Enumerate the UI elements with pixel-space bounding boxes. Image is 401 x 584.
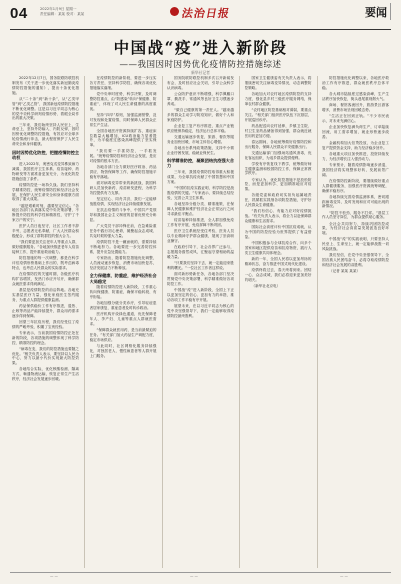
paragraph: 企业加快恢复满负荷生产，订单陆续回流，用工需求增加，就业形势逐步改善。 (322, 124, 389, 139)
paragraph: “做自己健康的第一责任人。”越来越多的群众主动学习防疫知识，做好个人和家庭防护。 (167, 107, 234, 122)
paragraph: “只要我们坚持下去，就一定能迎来胜利的曙光。”一位社区工作者这样说。 (167, 260, 234, 270)
paragraph: 交通运输部门加强场站通风消毒，优化客运组织，为返乡群众提供便利。 (244, 150, 312, 160)
paragraph: 回望三年抗疫历程，我们经受住了疫情的严峻考验，积累了宝贵经验。 (12, 319, 79, 329)
article-headline: 中国战“疫”进入新阶段 (113, 38, 288, 57)
paragraph: 各级党委和政府切实担负起属地责任，抓紧抓实抓细各项防控措施，守护好人民群众生命健康。 (244, 193, 312, 208)
paragraph: 专家指出，随着防控措施优化调整，人员流动逐步恢复，消费市场加快复苏，经济发展活力不断释放。 (89, 255, 157, 270)
section-heading: 全力保健康、防重症，维护经济社会大局稳定 (89, 273, 157, 284)
paragraph: 商场、餐馆客流回升，旅游景区游客增多，消费市场呈现回暖态势。 (322, 102, 389, 112)
paragraph: “我们有信心、有能力应对好疫情挑战。”有关负责人表示，将全力以赴保障群众健康和生活需求。 (244, 209, 312, 224)
article-column (12, 76, 79, 568)
article-byline: 新华社记者 (191, 70, 210, 75)
paragraph: “农村地区防控基础相对薄弱，要重点关注。”相关部门组织医疗队伍下沉基层，开展巡回诊疗。 (244, 107, 312, 122)
paragraph: 春运期间，各地统筹做好疫情防控和出行服务，保障人民群众平安健康出行。 (244, 139, 312, 149)
paragraph: 药品配送向农村延伸，乡镇卫生院、村卫生室药品储备得到加强，群众就近就医用药更加方便。 (244, 123, 312, 138)
paragraph: 各地重大项目加快推进，投资持续发力，为经济增长注入强劲动力。 (322, 151, 389, 161)
paragraph: 新的一年，全国人民将以更加昂扬的精神状态，奋力推进中国式现代化建设。 (244, 257, 312, 266)
paragraph: （记者 某某 某某） (329, 269, 361, 274)
paragraph: 全国各地医疗资源持续扩容，重症床位数量大幅增加，ICU救治能力显著提升，为平稳度过感染高峰提供了坚实保障。 (89, 128, 157, 148)
page-number: 04 (10, 5, 28, 22)
paragraph: 坚持“四早”原则，加强监测预警，及时发现和处置疫情，同时保障人民群众正常生产生活。 (89, 112, 157, 127)
paragraph: 企业复工复产有序推进，重点产业链供应链保持稳定，经济运行总体平稳。 (167, 123, 234, 133)
paragraph: 疫情防控是一场持久战。我们坚持科学精准防控，统筹疫情防控和经济社会发展，在保护人民生命安全和身体健康方面取得了重大成果。 (12, 182, 79, 202)
paragraph: 各地坚持分级分类、精准施策，在保障人民健康和维护经济社会正常运行之间寻求最佳平衡点。 (167, 202, 234, 216)
paragraph: “中国的抗疫实践证明，科学防控是战胜疫情的关键。”专家表示，要持续总结经验，完善公共卫生体系。 (167, 186, 234, 201)
paragraph: “越是艰难时刻，越要坚定信心。”各地区各部门认真落实党中央决策部署，不断提升防控的科学性和精准性，守护了千家万户的安宁。 (12, 203, 79, 223)
paragraph: 面对病毒变异带来的新挑战，我国科研人员加快新药、疫苗研发进程，为科学防控提供有力支撑。 (89, 181, 157, 196)
paragraph: 广大党员干部冲锋在前，在急难险重任务中践行初心使命，凝聚起众志成城、共克时艰的强大力量。 (89, 224, 157, 238)
paragraph: 国家卫生健康委有关负责人表示，将继续密切关注病毒变异情况，动态调整防控策略。 (244, 76, 312, 90)
paragraph: 防控措施优化调整以来，各地医疗救治工作有序推进，群众就医秩序总体平稳。 (322, 76, 389, 90)
footer-mark-center: — — (190, 574, 198, 578)
article-subhead: ——我国因时因势优化疫情防控措施综述 (119, 60, 282, 70)
masthead: 法治日报 (180, 7, 232, 20)
paragraph: 医疗机构开设绿色通道，优先保障老年人、孕产妇、儿童等重点人群就医需求。 (89, 312, 157, 327)
paragraph: 国际社会高度评价中国抗疫成就，认为中国的防控经验为世界提供了有益借鉴。 (244, 225, 312, 240)
article-column (322, 76, 389, 568)
paragraph: 与此同时，社区网格化服务持续强化，对独居老人、慢性病患者等人群开展上门服务。 (89, 344, 157, 358)
paragraph: 专家表示，当前我国疫情防控正处在新的阶段，各项措施的调整体现了科学防控、精准防控的理念。 (12, 330, 79, 345)
article-column (167, 76, 234, 568)
article-column (90, 76, 157, 568)
section-divider (390, 3, 391, 20)
paragraph: 从“二十条”到“新十条”，从“乙类甲管”到“乙类乙管”，我国新冠疫情防控措施不断优化调整。这是以习近平同志为核心的党中央科学研判疫情形势、着眼全局作出的重大决策。 (12, 96, 79, 121)
paragraph: 全社会共同努力，持续巩固防控成果，为经济社会高质量发展创造良好环境。 (322, 221, 389, 236)
page-header (10, 3, 391, 29)
paragraph: 2022年12月7日，国务院联防联控机制发布《关于进一步优化落实新冠肺炎疫情防控措施的通知》，提出十条优化措施。 (12, 76, 79, 95)
article-column (245, 76, 312, 568)
paragraph: 各地各部门全力做好医疗救治、药品供应、物资保障等工作，确保防控措施平稳有序落地。 (89, 165, 157, 180)
paragraph: （新华社北京电） (251, 283, 281, 288)
paragraph: 面对新形势新任务，各地各部门坚决贯彻党中央决策部署，科学精准做好各项防控工作。 (167, 271, 234, 286)
paragraph: 进入2022年，奥密克戎变异株致病力减弱，我国医疗卫生体系、疫苗接种、药物研发等方面准备更加充分，为优化防控措施创造了条件。 (12, 161, 79, 181)
paragraph: 专家预计，随着疫情影响逐步消退，我国经济将实现整体好转，发展前景广阔。 (322, 162, 389, 177)
paragraph: 各地出台系列政策措施，支持中小微企业纾困发展，稳就业保民生。 (167, 145, 234, 155)
paragraph: 药品保供稳价工作有序推进，退热、止咳等药品产能持续提升，群众用药需求逐步得到保障。 (12, 303, 79, 318)
paragraph: 在疫情防控新阶段，要继续做好重点人群健康服务，加强医疗资源统筹调配，确保平稳有序。 (322, 178, 389, 193)
paragraph: 我们坚信，在党中央坚强领导下，全国各族人民团结奋斗，必将夺取疫情防控和经济社会发展的双胜利。 (322, 253, 389, 268)
section-heading: 因时因势优化防控，把握疫情防控主动权 (12, 149, 79, 160)
footer-mark-left: — — (50, 574, 58, 578)
paragraph: 学校有序恢复线下教学，统筹做好师生健康监测和校园防控工作，保障正常教学秩序。 (244, 161, 312, 176)
paragraph: 专家认为，优化防控措施不是放松防控，而是更加科学、更加精准地应对疫情。 (244, 177, 312, 192)
paragraph: 在疫情防控的新阶段，要进一步压实各方责任，坚持科学防控，确保各项优化措施落实落细。 (89, 76, 157, 90)
issue-meta (40, 7, 120, 17)
page-footer (10, 572, 391, 580)
paragraph: “生活正在回到正轨。”不少市民表示，对未来充满信心。 (322, 113, 389, 123)
paragraph: 中国战“疫”的实践表明，只要坚持人民至上、生命至上，就一定能够战胜一切风险挑战。 (322, 237, 389, 252)
paragraph: 在抗击疫情的斗争中，中国共产党领导和我国社会主义制度的显著优势充分彰显。 (89, 208, 157, 222)
paragraph: “我们要更加关注老年人等重点人群，做好健康服务。”各地加快推进老年人疫苗接种工作，提升重症救治能力。 (12, 240, 79, 255)
paragraph: 随着疫情防控进入新阶段，工作重心转向保健康、防重症，确保平稳转段、有序衔接。 (89, 285, 157, 300)
paragraph: 疫情终将过去，春天终将到来。团结一心、众志成城，我们必将迎来更加美好的明天。 (244, 268, 312, 282)
paragraph: 公众防护意识不断增强，科学佩戴口罩、勤洗手、常通风等良好卫生习惯逐步养成。 (167, 91, 234, 106)
paragraph: 各地结合实际，优化核酸检测、隔离方式，畅通物流运输，恢复正常生产生活秩序，经济社会发展逐步回暖。 (12, 367, 79, 382)
paragraph: 各地加强分级分类诊疗，引导轻症患者居家康复，重症患者及时转诊救治。 (89, 301, 157, 311)
issue-editor: 责任编辑：某某 校对：某某 (40, 12, 85, 16)
paragraph: 中国战“疫”进入新阶段，全国上下正以更加坚定的信心、更加有力的举措，推动各项工作平稳有序开展。 (167, 287, 234, 302)
footer-rule (10, 572, 391, 573)
paragraph: 各地持续完善疫情监测体系，密切跟踪病毒变异，及时发现和应对可能出现的新情况。 (322, 194, 389, 209)
paragraph: “保障群众就医用药，是当前最紧迫的任务。”有关部门加大药品生产调配力度，稳定市场供应。 (89, 328, 157, 343)
column-divider (162, 76, 163, 568)
paragraph: 防控措施的每一次调整，都是在科学评估疫情形势基础上作出的，既考虑病毒特点，也考虑人民群众的实际需求。 (12, 256, 79, 270)
paragraph: 交通运输逐步恢复，旅游、餐饮等服务业加快回暖，市场主体信心增强。 (167, 134, 234, 144)
paragraph: 各大城市陆续度过感染高峰，生产生活秩序加快恢复，街头巷尾重现烟火气。 (322, 91, 389, 101)
issue-date: 2022年1月9日 星期一 (40, 7, 77, 11)
paragraph: 三年来，我们始终坚持人民至上、生命至上，坚持外防输入、内防反弹，因时因势优化调整防控措施，有效应对全球多轮疫情流行冲击，最大程度保护了人民生命安全和身体健康。 (12, 122, 79, 147)
paragraph: 坚定信心、同舟共济，我们一定能够战胜疫情，实现经济社会持续健康发展。 (89, 197, 157, 207)
paragraph: 医护人员日夜坚守，社区工作者不辞辛劳，志愿者无私奉献，广大人民群众积极配合，形成了群防群控的强大合力。 (12, 224, 79, 239)
section-label: 要闻 (365, 6, 387, 19)
paragraph: 在疫情防控的关键时期，各级医疗机构扩容增效，发热门诊应开尽开，确保群众就医需求得到满足。 (12, 272, 79, 286)
paragraph: 党中央审时度势，科学决策，及时调整防控重点，由“防感染”转向“保健康、防重症”，体现了对人民生命健康的高度重视。 (89, 91, 157, 111)
paragraph: 三年来，我国疫情防控取得重大积极成果，为全球抗疫贡献了中国智慧和中国方案。 (167, 170, 234, 185)
paragraph: 医疗卫生系统经受住考验，医务人员以专业精神守护群众健康，展现了崇高职业操守。 (167, 229, 234, 243)
paragraph: 国务院联防联控机制多次召开新闻发布会，及时回应社会关切，引导公众科学认识病毒。 (167, 76, 234, 90)
paragraph: 中国积极参与全球抗疫合作，向多个国家和地区提供疫苗和抗疫物资，践行人类卫生健康共同体理念。 (244, 241, 312, 255)
article-body (12, 76, 389, 568)
footer-mark-right: — — (340, 574, 348, 578)
section-heading: 科学精准防控，凝聚团结抗疫强大合力 (167, 158, 234, 169)
column-divider (317, 76, 318, 568)
column-divider (84, 76, 85, 568)
paragraph: “病毒在变，我们的防控措施也要随之优化。”相关负责人表示，要坚持以人民为中心，努力以最小代价实现最大防控效果。 (12, 346, 79, 366)
paragraph: 在政府引导下，社会各界广泛参与，志愿服务蔚然成风，汇聚起守望相助的温暖力量。 (167, 244, 234, 259)
paragraph: “防控不松劲，服务不打烊。”基层工作人员坚守岗位，为群众提供贴心服务。 (322, 210, 389, 220)
paragraph: 金融机构加大信贷投放，为企业复工复产提供资金支持，助力经济稳步回升。 (322, 140, 389, 150)
paragraph: “我们要一手抓防控，一手抓发展。”统筹疫情防控和经济社会发展，是应对疫情的根本方法。 (89, 149, 157, 164)
header-rule (10, 29, 391, 30)
column-divider (239, 76, 240, 568)
paragraph: 疫情防控不是一蹴而就的，需要持续不断地努力。各地要进一步完善防控体系，提升应急处置能力。 (89, 239, 157, 254)
paragraph: 各地加大对农村地区疫情防控的支持力度，强化县乡村三级医疗服务网络，保障农村群众健康。 (244, 91, 312, 106)
paragraph: 展望未来，在以习近平同志为核心的党中央坚强领导下，我们一定能够取得疫情防控最终胜利。 (167, 303, 234, 318)
paragraph: 基层是疫情防控的前沿阵地。各地充实基层医疗力量，强化家庭医生签约服务，为重点人群提供健康监测。 (12, 287, 79, 302)
masthead-emblem-icon (170, 7, 179, 16)
paragraph: 疫苗接种持续推进，全人群加强免疫工作有序开展，免疫屏障不断巩固。 (167, 218, 234, 227)
